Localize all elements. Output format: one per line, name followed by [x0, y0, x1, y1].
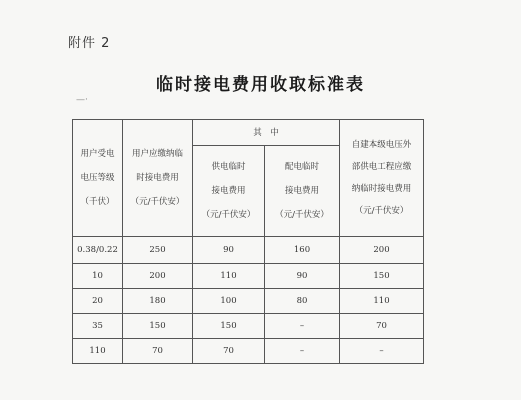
cell-supply: 100	[193, 289, 265, 314]
header-group-of-which: 其 中	[193, 120, 340, 146]
table-row	[73, 237, 424, 264]
cell-total: 250	[123, 237, 193, 264]
cell-supply: 150	[193, 314, 265, 339]
page-title: 临时接电费用收取标准表	[156, 75, 365, 95]
cell-supply: 70	[193, 339, 265, 364]
cell-total: 180	[123, 289, 193, 314]
cell-distribution: 90	[265, 264, 340, 289]
cell-self-built: 70	[340, 314, 424, 339]
header-total-fee: 用户应缴纳临 时接电费用 （元/千伏安）	[123, 120, 193, 237]
table-row	[73, 289, 424, 314]
cell-distribution: –	[265, 339, 340, 364]
cell-total: 200	[123, 264, 193, 289]
stray-mark: —·	[76, 95, 88, 105]
cell-self-built: 200	[340, 237, 424, 264]
fee-table	[72, 119, 424, 364]
table-row	[73, 314, 424, 339]
cell-voltage: 35	[73, 314, 123, 339]
cell-voltage: 20	[73, 289, 123, 314]
cell-voltage: 110	[73, 339, 123, 364]
table-row	[73, 264, 424, 289]
cell-self-built: 110	[340, 289, 424, 314]
cell-distribution: –	[265, 314, 340, 339]
cell-supply: 110	[193, 264, 265, 289]
header-self-built-fee: 自建本级电压外 部供电工程应缴 纳临时接电费用 （元/千伏安）	[340, 120, 424, 237]
annex-label: 附件 2	[68, 36, 111, 51]
cell-voltage: 0.38/0.22	[73, 237, 123, 264]
header-supply-fee: 供电临时 接电费用 （元/千伏安）	[193, 146, 265, 237]
cell-self-built: –	[340, 339, 424, 364]
cell-distribution: 80	[265, 289, 340, 314]
header-voltage-level: 用户受电 电压等级 （千伏）	[73, 120, 123, 237]
cell-total: 70	[123, 339, 193, 364]
header-distribution-fee: 配电临时 接电费用 （元/千伏安）	[265, 146, 340, 237]
cell-voltage: 10	[73, 264, 123, 289]
cell-self-built: 150	[340, 264, 424, 289]
cell-distribution: 160	[265, 237, 340, 264]
table-row	[73, 339, 424, 364]
cell-supply: 90	[193, 237, 265, 264]
cell-total: 150	[123, 314, 193, 339]
